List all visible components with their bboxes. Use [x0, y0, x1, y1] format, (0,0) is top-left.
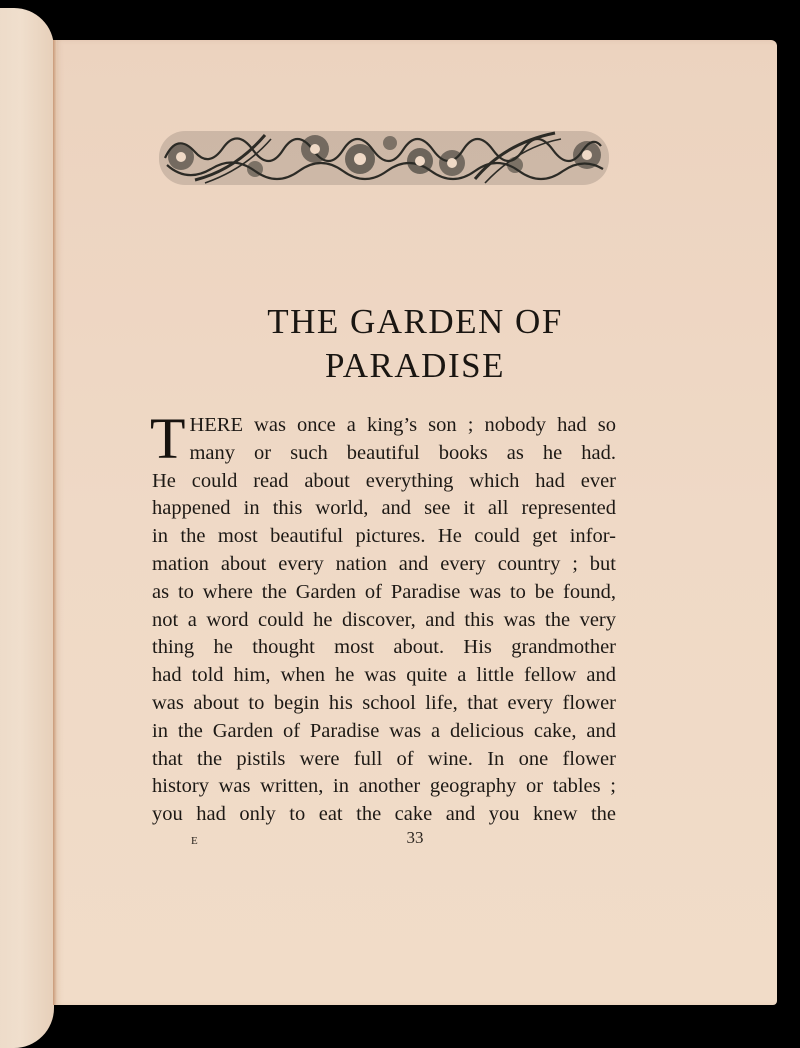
text-line: happened in this world, and see it all represented: [152, 497, 616, 520]
text-line: thing he thought most about. His grandmother: [152, 636, 616, 659]
drop-cap: T: [150, 406, 186, 471]
text-line: that the pistils were full of wine. In one flower: [152, 747, 616, 770]
chapter-title-line-1: THE GARDEN OF: [267, 302, 563, 341]
floral-headpiece-ornament: [155, 125, 613, 191]
text-line: history was written, in another geography or tables ;: [152, 775, 616, 798]
text-line: HERE was once a king’s son ; nobody had so: [189, 414, 616, 436]
text-line: you had only to eat the cake and you knew the: [152, 803, 616, 826]
body-text: [150, 406, 616, 829]
page-number: 33: [406, 828, 424, 847]
chapter-title-line-2: PARADISE: [325, 346, 505, 385]
text-line: many or such beautiful books as he had.: [189, 441, 616, 464]
facing-left-page: [0, 8, 54, 1048]
signature-mark: E: [191, 835, 198, 847]
text-line: was about to begin his school life, that every flower: [152, 691, 616, 714]
text-line: not a word could he discover, and this was the very: [152, 608, 616, 631]
page-gutter: [53, 40, 57, 1005]
text-line: in the Garden of Paradise was a delicious cake, and: [152, 719, 616, 742]
text-line: mation about every nation and every country ; but: [152, 552, 616, 575]
text-line: as to where the Garden of Paradise was to be found,: [152, 580, 616, 603]
book-page: [53, 40, 777, 1005]
text-line: had told him, when he was quite a little fellow and: [152, 664, 616, 687]
text-line: in the most beautiful pictures. He could get infor-: [152, 525, 616, 548]
text-line: He could read about everything which had ever: [152, 469, 616, 492]
